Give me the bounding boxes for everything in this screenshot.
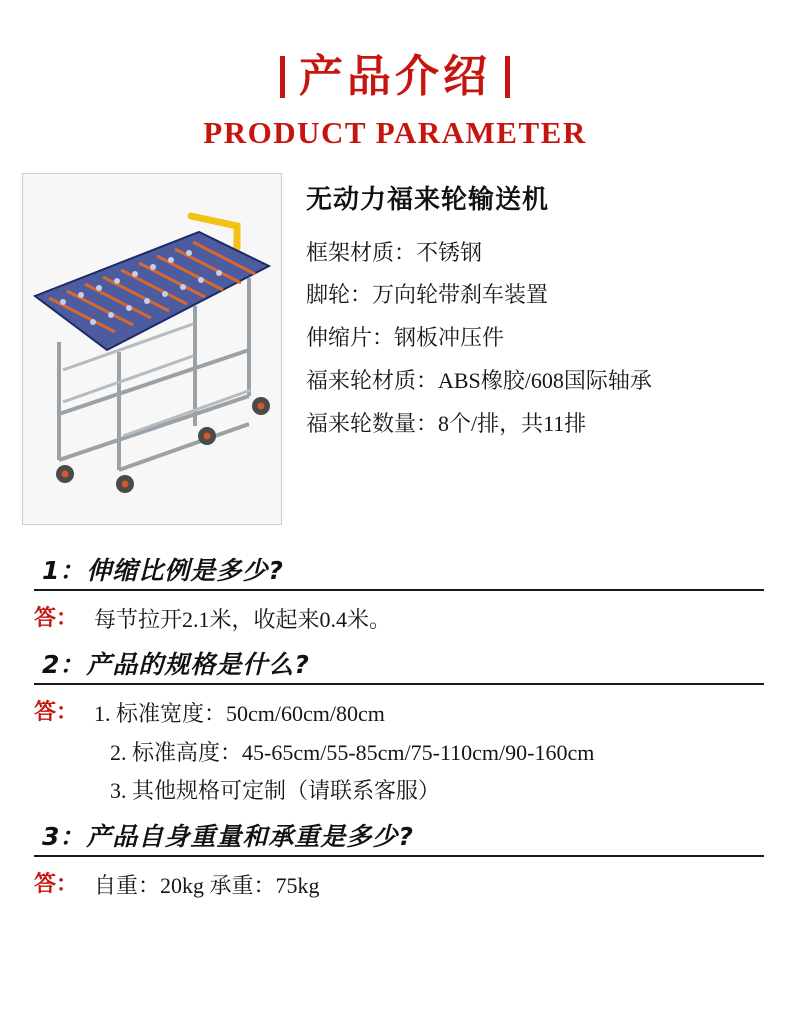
- spec-frame-material: 框架材质：不锈钢: [306, 239, 483, 265]
- faq-answer-label-1: 答：: [34, 604, 79, 630]
- faq-answer-lines-1: [84, 601, 764, 640]
- product-section: [0, 173, 790, 525]
- faq-item-2: [34, 645, 764, 811]
- faq-section: [0, 551, 790, 906]
- spec-wheel-quantity: 福来轮数量：8个/排，共11排: [306, 411, 587, 437]
- title-right-bar-icon: [505, 56, 510, 98]
- faq-answer-lines-2: [84, 695, 764, 811]
- spec-wheel-material: 福来轮材质：ABS橡胶/608国际轴承: [306, 368, 652, 394]
- faq-answer-row-1: [34, 601, 764, 640]
- faq-question-row-3: [34, 817, 764, 857]
- page-subtitle: PRODUCT PARAMETER: [203, 114, 587, 150]
- title-left-bar-icon: [280, 56, 285, 98]
- faq-answer-lines-3: [84, 867, 764, 906]
- page-header: [0, 0, 790, 151]
- page-title: [0, 52, 790, 103]
- faq-answer-2-line-1: 1. 标准宽度：50cm/60cm/80cm: [94, 701, 385, 727]
- faq-item-1: [34, 551, 764, 640]
- product-name: 无动力福来轮输送机: [306, 184, 550, 215]
- spec-caster: 脚轮：万向轮带刹车装置: [306, 282, 549, 308]
- faq-question-3: 产品自身重量和承重是多少?: [86, 821, 414, 851]
- faq-number-1: 1：: [42, 555, 85, 585]
- faq-answer-2-line-2: 2. 标准高度：45-65cm/55-85cm/75-110cm/90-160cm: [110, 739, 595, 765]
- faq-answer-row-3: [34, 867, 764, 906]
- faq-answer-label-3: 答：: [34, 870, 79, 896]
- faq-question-2: 产品的规格是什么?: [86, 650, 310, 680]
- faq-question-row-1: [34, 551, 764, 591]
- spec-telescopic-plate: 伸缩片：钢板冲压件: [306, 325, 505, 351]
- product-photo: [22, 173, 282, 525]
- faq-answer-label-2: 答：: [34, 699, 79, 725]
- faq-question-row-2: [34, 645, 764, 685]
- conveyor-illustration-icon: [23, 174, 281, 524]
- faq-answer-1-line-1: 每节拉开2.1米，收起来0.4米。: [94, 606, 392, 632]
- faq-number-3: 3：: [42, 821, 85, 851]
- faq-answer-2-line-3: 3. 其他规格可定制（请联系客服）: [110, 778, 441, 804]
- faq-answer-3-line-1: 自重：20kg 承重：75kg: [94, 872, 320, 898]
- product-specs: [282, 173, 772, 525]
- page-title-text: 产品介绍: [299, 51, 491, 102]
- faq-answer-row-2: [34, 695, 764, 811]
- faq-number-2: 2：: [42, 650, 85, 680]
- faq-item-3: [34, 817, 764, 906]
- faq-question-1: 伸缩比例是多少?: [86, 555, 284, 585]
